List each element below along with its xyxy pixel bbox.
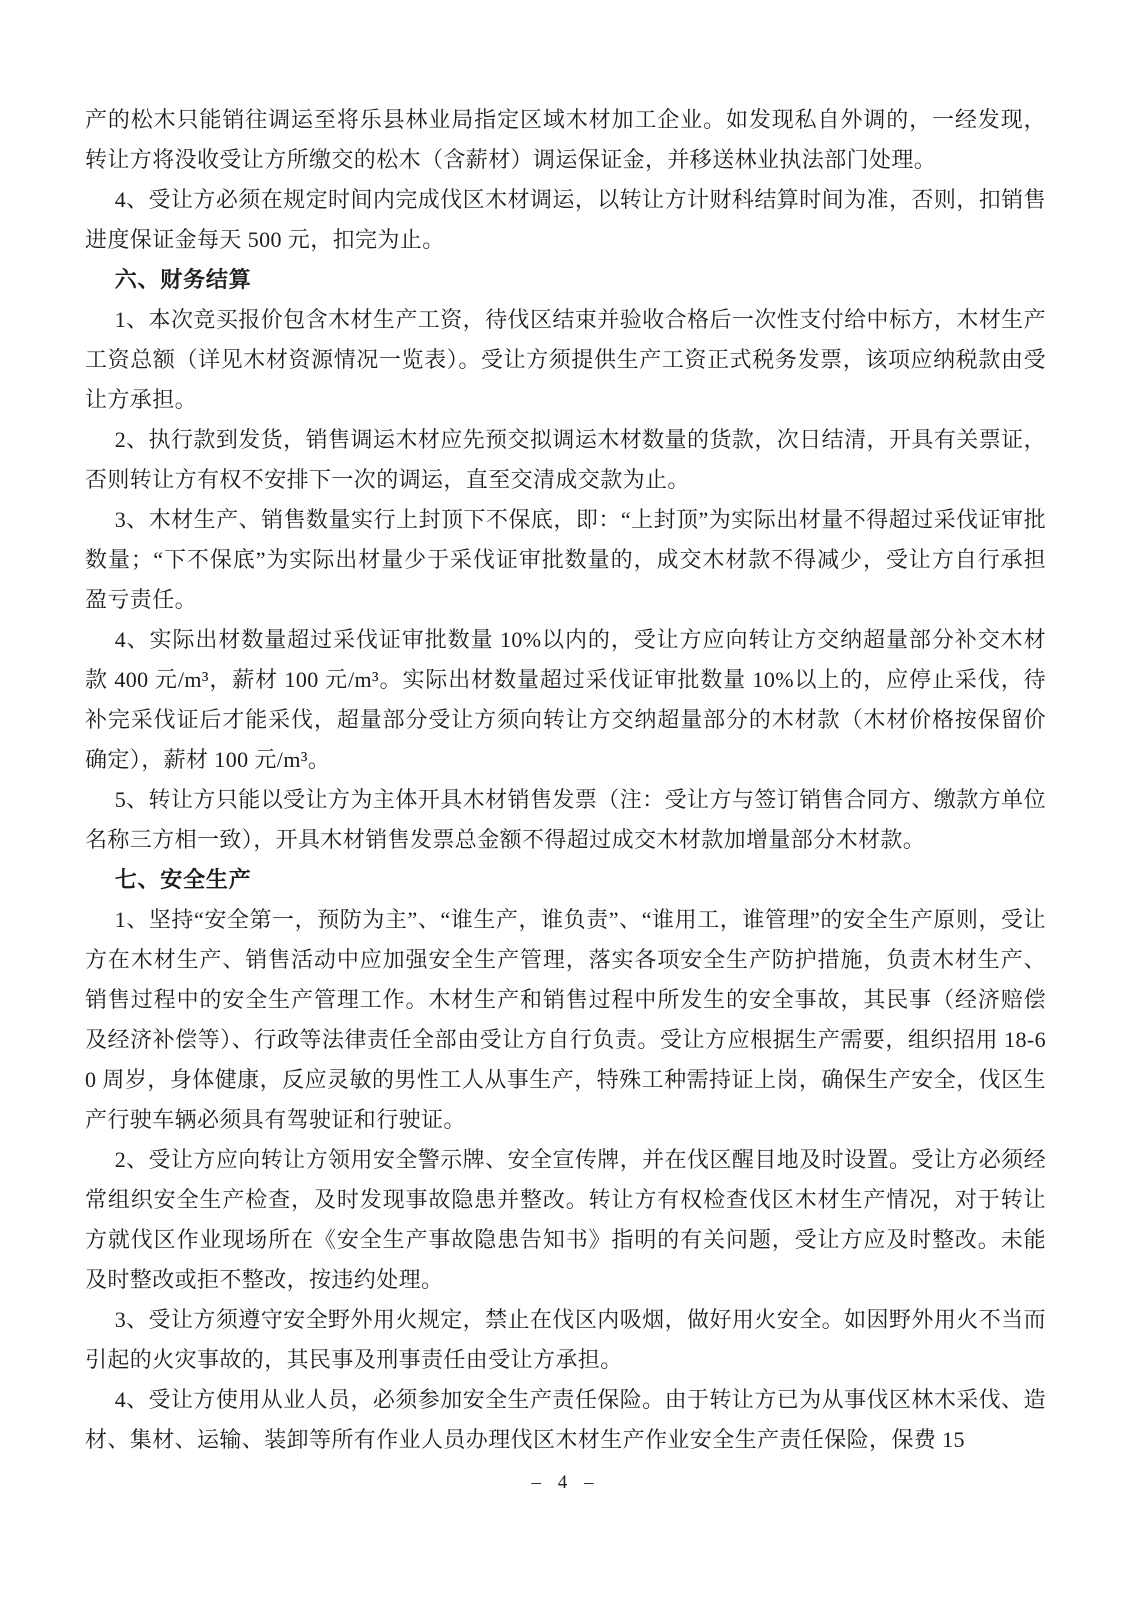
paragraph: 2、执行款到发货，销售调运木材应先预交拟调运木材数量的货款，次日结清，开具有关票证，否则转让方有权不安排下一次的调运，直至交清成交款为止。 bbox=[85, 427, 1046, 492]
paragraph: 5、转让方只能以受让方为主体开具木材销售发票（注：受让方与签订销售合同方、缴款方单位名称三方相一致），开具木材销售发票总金额不得超过成交木材款加增量部分木材款。 bbox=[85, 787, 1046, 852]
section-heading: 七、安全生产 bbox=[114, 867, 252, 892]
paragraph: 3、木材生产、销售数量实行上封顶下不保底，即：“上封顶”为实际出材量不得超过采伐证审批数量；“下不保底”为实际出材量少于采伐证审批数量的，成交木材款不得减少，受让方自行承担盈亏责任。 bbox=[85, 507, 1046, 612]
page-number: – 4 – bbox=[531, 1472, 600, 1493]
paragraph: 产的松木只能销往调运至将乐县林业局指定区域木材加工企业。如发现私自外调的，一经发现，转让方将没收受让方所缴交的松木（含薪材）调运保证金，并移送林业执法部门处理。 bbox=[85, 107, 1046, 172]
paragraph: 4、受让方使用从业人员，必须参加安全生产责任保险。由于转让方已为从事伐区林木采伐、造材、集材、运输、装卸等所有作业人员办理伐区木材生产作业安全生产责任保险，保费 15 bbox=[85, 1387, 1046, 1452]
paragraph: 1、本次竞买报价包含木材生产工资，待伐区结束并验收合格后一次性支付给中标方，木材生产工资总额（详见木材资源情况一览表）。受让方须提供生产工资正式税务发票，该项应纳税款由受让方承担。 bbox=[85, 307, 1046, 412]
section-heading: 六、财务结算 bbox=[114, 267, 252, 292]
paragraph: 2、受让方应向转让方领用安全警示牌、安全宣传牌，并在伐区醒目地及时设置。受让方必须经常组织安全生产检查，及时发现事故隐患并整改。转让方有权检查伐区木材生产情况，对于转让方就伐区作业现场所在《安全生产事故隐患告知书》指明的有关问题，受让方应及时整改。未能及时整改或拒不整改，按违约处理。 bbox=[85, 1147, 1046, 1292]
paragraph: 1、坚持“安全第一，预防为主”、“谁生产，谁负责”、“谁用工，谁管理”的安全生产原则，受让方在木材生产、销售活动中应加强安全生产管理，落实各项安全生产防护措施，负责木材生产、销售过程中的安全生产管理工作。木材生产和销售过程中所发生的安全事故，其民事（经济赔偿及经济补偿等）、行政等法律责任全部由受让方自行负责。受让方应根据生产需要，组织招用 18-60 周岁，身体健康，反应灵敏的男性工人从事生产，特殊工种需持证上岗，确保生产安全，伐区生产行驶车辆必须具有驾驶证和行驶证。 bbox=[85, 907, 1046, 1132]
paragraph: 3、受让方须遵守安全野外用火规定，禁止在伐区内吸烟，做好用火安全。如因野外用火不当而引起的火灾事故的，其民事及刑事责任由受让方承担。 bbox=[85, 1307, 1046, 1372]
paragraph: 4、实际出材数量超过采伐证审批数量 10%以内的，受让方应向转让方交纳超量部分补交木材款 400 元/m³，薪材 100 元/m³。实际出材数量超过采伐证审批数量 10%以上的，应停止采伐，待补完采伐证后才能采伐，超量部分受让方须向转让方交纳超量部分的木材款（木材价格按保留价确定），薪材 100 元/m³。 bbox=[85, 627, 1046, 772]
paragraph: 4、受让方必须在规定时间内完成伐区木材调运，以转让方计财科结算时间为准，否则，扣销售进度保证金每天 500 元，扣完为止。 bbox=[85, 187, 1046, 252]
document-body bbox=[85, 100, 1046, 1460]
